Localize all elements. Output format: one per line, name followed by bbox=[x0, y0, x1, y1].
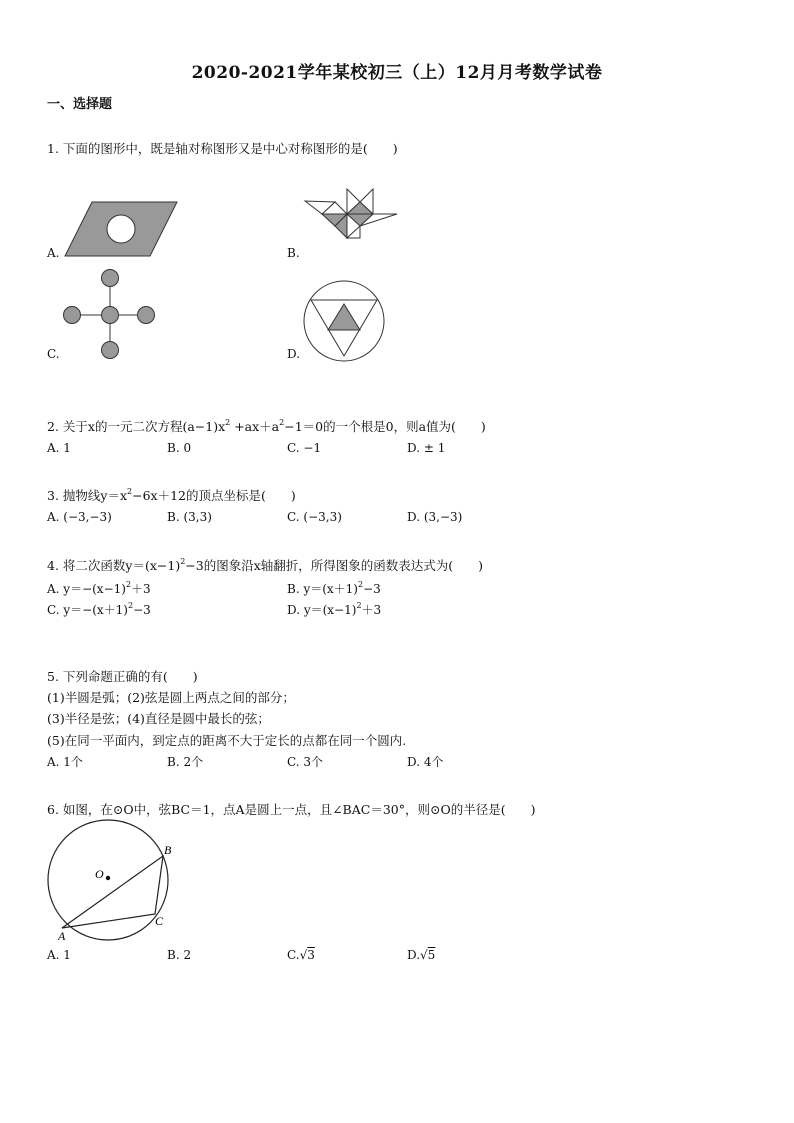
q5-statement-line: (1)半圆是弧；(2)弦是圆上两点之间的部分； bbox=[47, 690, 295, 705]
q1-option-d[interactable]: D. bbox=[287, 347, 301, 361]
q1-option-a[interactable]: A. bbox=[47, 246, 60, 260]
q2-option-b[interactable]: B. 0 bbox=[167, 441, 192, 455]
q5-option-c[interactable]: C. 3个 bbox=[287, 755, 324, 769]
q5-statement-line: (3)半径是弦；(4)直径是圆中最长的弦； bbox=[47, 711, 270, 726]
q4-option-c[interactable]: C. $y=-(x+1)^2-3$ bbox=[47, 601, 151, 617]
q1-option-b[interactable]: B. bbox=[287, 246, 300, 260]
q6-option-d[interactable]: D.√5 bbox=[407, 948, 436, 962]
q6-option-c[interactable]: C.√3 bbox=[287, 948, 315, 962]
q3-option-c[interactable]: C. (−3,3) bbox=[287, 510, 342, 524]
section-heading: 一、选择题 bbox=[47, 97, 113, 112]
q4-option-b[interactable]: B. $y=(x+1)^2-3$ bbox=[287, 580, 381, 596]
q2-option-d[interactable]: D. ± 1 bbox=[407, 441, 446, 455]
q4-option-d[interactable]: D. $y=(x-1)^2+3$ bbox=[287, 601, 382, 617]
center-point-o bbox=[106, 876, 110, 880]
figure-cross-circles bbox=[60, 268, 160, 360]
q6-option-a[interactable]: A. 1 bbox=[47, 948, 71, 962]
q5-option-a[interactable]: A. 1个 bbox=[47, 755, 83, 769]
radical-sign: √ bbox=[299, 948, 308, 962]
q3-option-a[interactable]: A. (−3,−3) bbox=[47, 510, 112, 524]
q4-option-a[interactable]: A. $y=-(x-1)^2+3$ bbox=[47, 580, 151, 596]
figure-circle-triangles bbox=[303, 280, 387, 364]
figure-pinwheel bbox=[300, 186, 400, 242]
question-4-stem: 4. 将二次函数$y=(x-1)^2-3$的图象沿x轴翻折，所得图象的函数表达式为( ) bbox=[47, 557, 484, 573]
label-b: B bbox=[164, 843, 172, 857]
question-5-stem: 5. 下列命题正确的有( ) bbox=[47, 669, 198, 684]
question-2-stem: 2. 关于x的一元二次方程$(a-1)x^2 +ax+a^2-1=0$的一个根是0，则a值为( ) bbox=[47, 418, 486, 434]
q5-option-d[interactable]: D. 4个 bbox=[407, 755, 444, 769]
label-o: O bbox=[95, 867, 104, 881]
label-c: C bbox=[155, 914, 164, 928]
radical-sign: √ bbox=[420, 948, 428, 962]
figure-circle-inscribed-triangle bbox=[40, 826, 190, 944]
q5-option-b[interactable]: B. 2个 bbox=[167, 755, 204, 769]
figure-parallelogram-with-hole bbox=[60, 198, 180, 258]
q2-option-a[interactable]: A. 1 bbox=[47, 441, 71, 455]
question-1-stem: 1. 下面的图形中，既是轴对称图形又是中心对称图形的是( ) bbox=[47, 141, 398, 156]
question-3-stem: 3. 抛物线$y=x^2-6x+12$的顶点坐标是( ) bbox=[47, 487, 296, 503]
q5-statement-line: (5)在同一平面内，到定点的距离不大于定长的点都在同一个圆内. bbox=[47, 733, 407, 748]
q3-option-d[interactable]: D. (3,−3) bbox=[407, 510, 463, 524]
q3-option-b[interactable]: B. (3,3) bbox=[167, 510, 212, 524]
question-6-stem: 6. 如图，在⊙O中，弦BC＝1，点A是圆上一点，且∠BAC＝30°，则⊙O的半径是( ) bbox=[47, 802, 536, 817]
q1-option-c[interactable]: C. bbox=[47, 347, 60, 361]
triangle-abc bbox=[62, 856, 163, 928]
q6-option-b[interactable]: B. 2 bbox=[167, 948, 192, 962]
page-title: 2020-2021学年某校初三（上）12月月考数学试卷 bbox=[191, 63, 603, 83]
q2-option-c[interactable]: C. −1 bbox=[287, 441, 322, 455]
hole-circle bbox=[107, 215, 135, 243]
label-a: A bbox=[58, 929, 66, 943]
